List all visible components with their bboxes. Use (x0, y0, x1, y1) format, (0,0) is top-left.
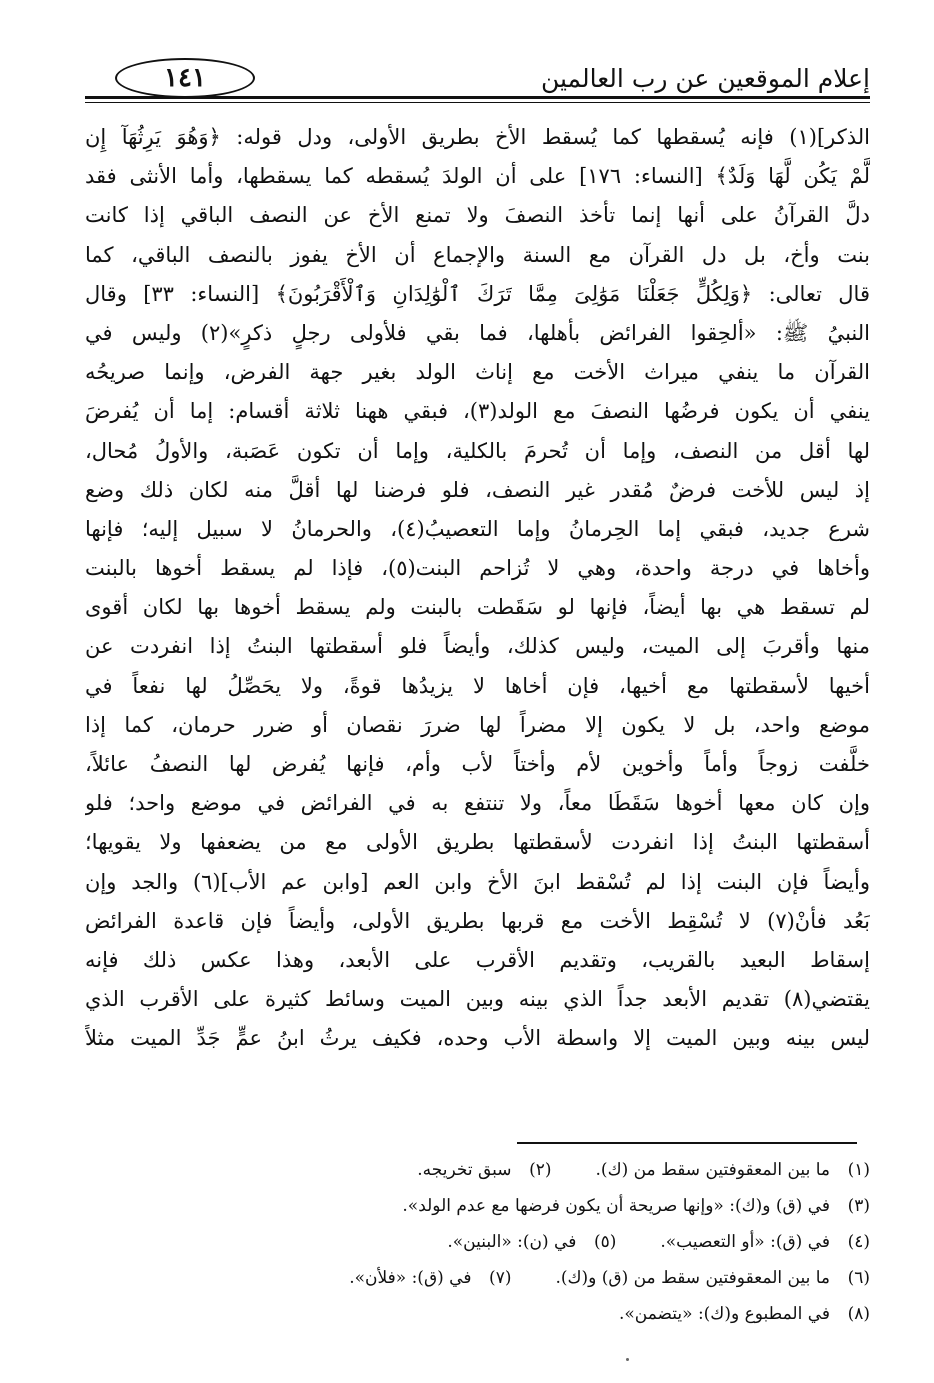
body-line: وأيضاً فإن البنت إذا لم تُسْقط ابنَ الأخ وابن العم [وابن عم الأب](٦) والجد وإن (85, 869, 870, 894)
body-line: يقتضي(٨) تقديم الأبعد جداً الذي بينه وبين الميت وسائط كثيرة على الأقرب الذي (85, 987, 870, 1012)
footnote-number: (١) (847, 1160, 870, 1180)
body-line: بَعُد فأنْ(٧) لا تُسْقِط الأخت مع قربها بطريق الأولى، وأيضاً فإن قاعدة الفرائض (85, 908, 870, 933)
footnote (555, 1260, 870, 1296)
footnote-gap (511, 1260, 555, 1296)
footnote (402, 1188, 870, 1224)
footnote-text: في (ن): «البنين». (447, 1232, 577, 1252)
body-line: لَّمْ يَكُن لَّهَا وَلَدٌ﴾ [النساء: ١٧٦] على أن الولدَ يُسقطه كما يسقطها، وأما الأنثى فقد (85, 164, 870, 189)
footnote-text: ما بين المعقوفتين سقط من (ك). (595, 1160, 830, 1180)
body-line: إسقاط البعيد بالقريب، وتقديم الأقرب على الأبعد، وهذا عكس ذلك فإنه (85, 947, 870, 972)
body-line: دلَّ القرآنُ على أنها إنما تأخذ النصفَ ولا تمنع الأخ عن النصف الباقي إذا كانت (85, 203, 870, 228)
footnote-number: (٨) (847, 1304, 870, 1324)
footnote (447, 1224, 616, 1260)
footnote-text: في (ق): «أو التعصيب». (660, 1232, 830, 1252)
footnote-text: في المطبوع و(ك): «يتضمن». (618, 1304, 830, 1324)
footnote (660, 1224, 870, 1260)
body-text (85, 118, 870, 1059)
body-line: قال تعالى: ﴿وَلِكُلٍّ جَعَلْنَا مَوَٰلِىَ مِمَّا تَرَكَ ٱلْوَٰلِدَانِ وَٱلْأَقْرَبُونَ﴾ [النساء: ٣٣] وقال (85, 281, 870, 306)
footnote-text: في (ق): «فلأن». (349, 1268, 472, 1288)
scan-speck (626, 1358, 629, 1361)
page-number: ١٤١ (115, 58, 255, 98)
footnote-text: ما بين المعقوفتين سقط من (ق) و(ك). (555, 1268, 830, 1288)
footnote (417, 1152, 551, 1188)
page-header (85, 58, 870, 108)
body-line: شرع جديد، فبقي إما الحِرمانُ وإما التعصيبُ(٤)، والحرمانُ لا سبيل إليه؛ فإنها (85, 516, 870, 541)
body-line: النبيُ ﷺ: «ألحِقوا الفرائض بأهلها، فما بقي فلأولى رجلٍ ذكرٍ»(٢) وليس في (85, 320, 870, 345)
body-line: أسقطتها البنتُ إذا انفردت لأسقطتها بطريق الأولى مع من يضعفها ولا يقويها؛ (85, 830, 870, 855)
footnote-number: (٧) (489, 1268, 512, 1288)
body-line: أخيها لأسقطتها مع أخيها، فإن أخاها لا يزيدُها قوةً، ولا يحَصِّلُ لها نفعاً في (85, 673, 870, 698)
footnote-separator (517, 1142, 857, 1144)
footnote-row (85, 1296, 870, 1332)
body-line: منها وأقربَ إلى الميت، وليس كذلك، وأيضاً فلو أسقطتها البنتُ إذا انفردت عن (85, 634, 870, 659)
footnote-row (85, 1224, 870, 1260)
footnote (596, 1152, 870, 1188)
body-line: خلَّفت زوجاً وأماً وأخوين لأم وأختاً لأب وأم، فإنها يُفرض لها النصفُ عائلاً، (85, 752, 870, 776)
body-line: القرآن ما ينفي ميراث الأخت مع إناث الولد بغير جهة الفرض، وإنما صريحُه (85, 360, 870, 385)
body-line: موضع واحد، بل لا يكون إلا مضراً لها ضررَ نقصان أو ضرر حرمان، كما إذا (85, 712, 870, 737)
body-line: لم تسقط هي بها أيضاً، فإنها لو سَقَطت بالبنت ولم يسقط أخوها بها لكان أقوى (85, 595, 870, 620)
footnote-row (85, 1188, 870, 1224)
body-line: وأخاها في درجة واحدة، وهي لا تُزاحم البنت(٥)، فإذا لم يسقط أخوها بالبنت (85, 556, 870, 581)
body-line: ينفي أن يكون فرضُها النصفَ مع الولد(٣)، فبقي ههنا ثلاثة أقسام: إما أن يُفرضَ (85, 399, 870, 424)
running-title: إعلام الموقعين عن رب العالمين (540, 64, 870, 93)
body-line: الذكر](١) فإنه يُسقطها كما يُسقط الأخ بطريق الأولى، ودل قوله: ﴿وَهُوَ يَرِثُهَآ إِن (85, 125, 870, 149)
footnote-gap (552, 1152, 596, 1188)
footnotes (85, 1152, 870, 1332)
footnote-number: (٢) (529, 1160, 552, 1180)
footnote (349, 1260, 511, 1296)
footnote-row (85, 1260, 870, 1296)
footnote-number: (٣) (847, 1196, 870, 1216)
header-rule-thin (85, 102, 870, 103)
footnote-number: (٦) (847, 1268, 870, 1288)
footnote-number: (٥) (593, 1232, 617, 1252)
body-line: بنت وأخ، بل دل القرآن مع السنة والإجماع أن الأخ يفوز بالنصف الباقي، كما (85, 242, 870, 267)
footnote-text: في (ق) و(ك): «وإنها صريحة أن يكون فرضها مع عدم الولد». (402, 1196, 830, 1216)
footnote-gap (616, 1224, 660, 1260)
footnote-text: سبق تخريجه. (417, 1160, 512, 1180)
body-line: لها أقل من النصف، وإما أن تُحرمَ بالكلية، وإما أن تكون عَصَبة، والأولُ مُحال، (85, 438, 870, 463)
body-line: ليس بينه وبين الميت إلا واسطة الأب وحده، فكيف يرثُ ابنُ عمٍّ جَدِّ الميت مثلاً (85, 1026, 870, 1051)
footnote (619, 1296, 870, 1332)
body-line: وإن كان معها أخوها سَقَطَا معاً، ولا تنتفع به في الفرائض في موضع واحد؛ فلو (85, 791, 870, 816)
footnote-number: (٤) (847, 1232, 870, 1252)
footnote-row (85, 1152, 870, 1188)
body-line: إذ ليس للأخت فرضٌ مُقدر غير النصف، فلو فرضنا لها أقلَّ منه لكان ذلك وضع (85, 477, 870, 502)
